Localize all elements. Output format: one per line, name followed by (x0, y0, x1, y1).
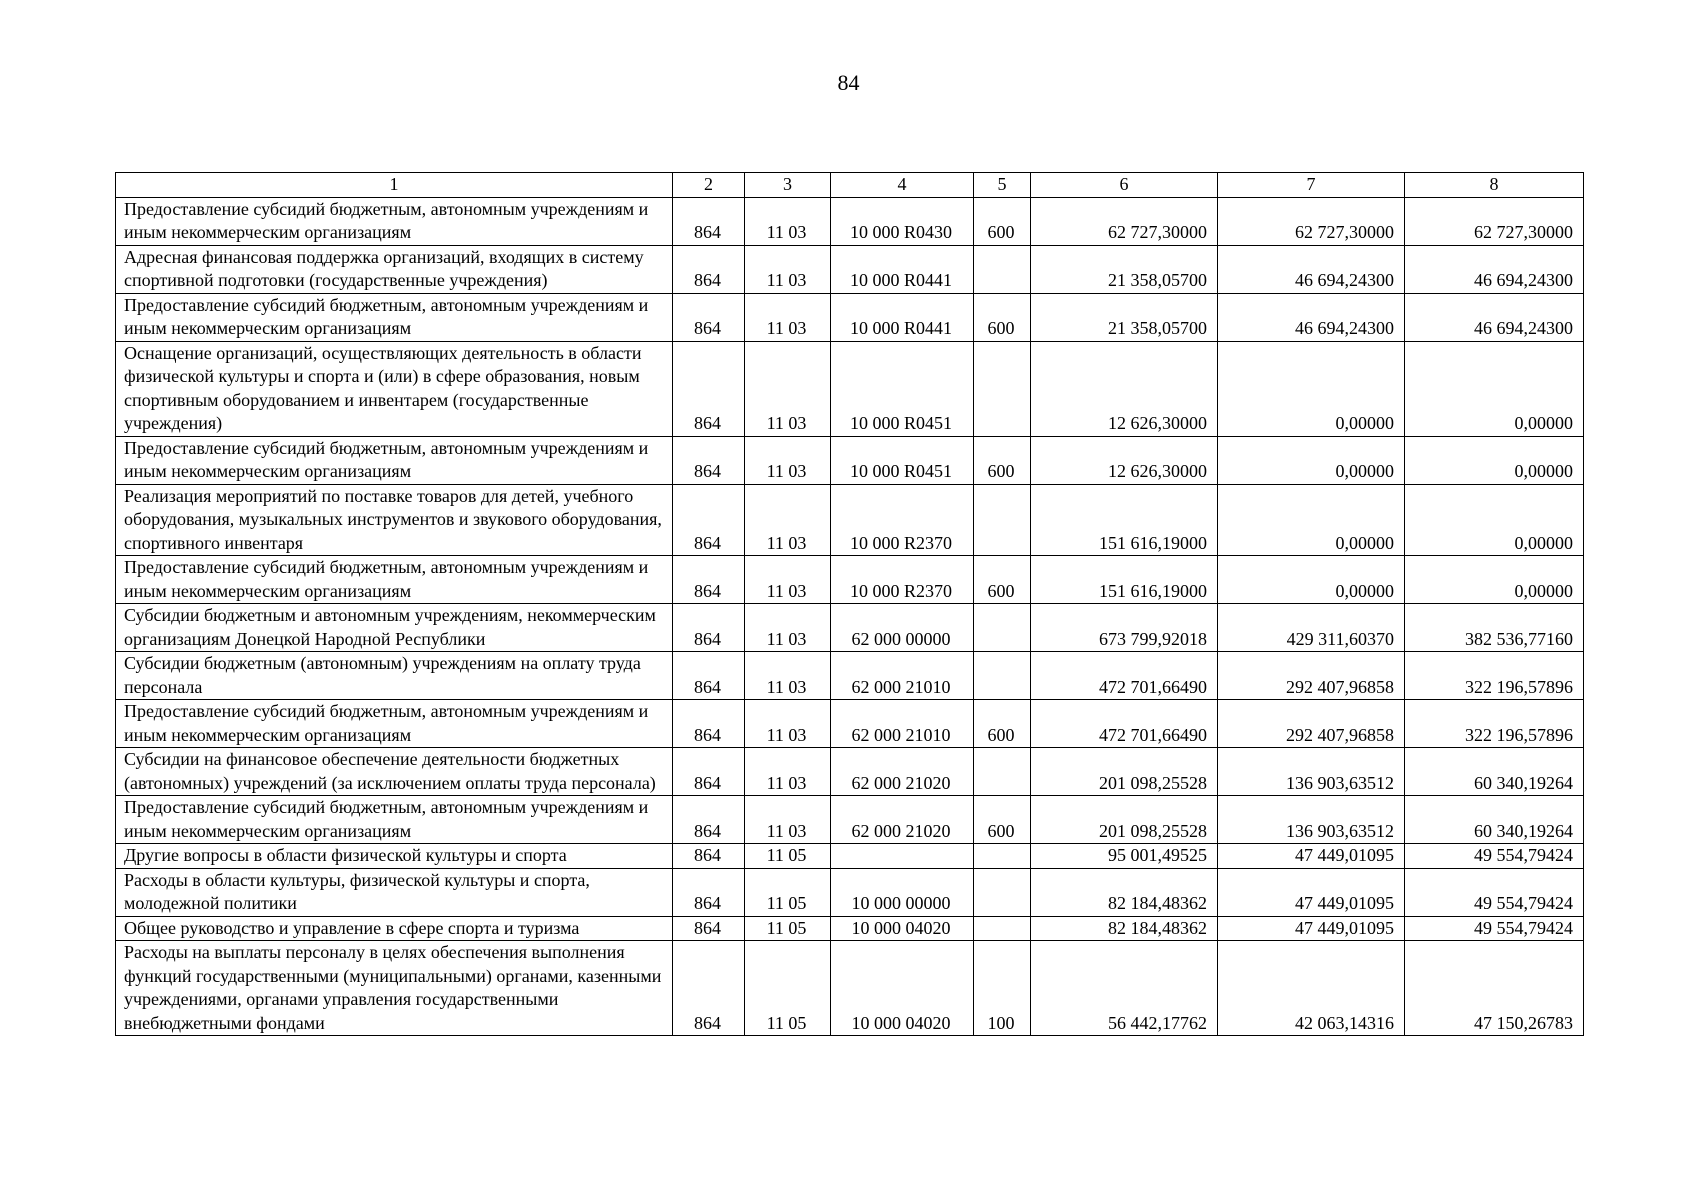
expense-name-cell: Реализация мероприятий по поставке товаров для детей, учебного оборудования, музыкальных инструментов и звукового оборудования, спортивного инвентаря (116, 484, 673, 556)
amount-col6-cell: 151 616,19000 (1031, 556, 1218, 604)
amount-col6-cell: 95 001,49525 (1031, 844, 1218, 869)
column-header: 2 (673, 173, 745, 198)
section-code-cell: 11 03 (745, 484, 831, 556)
amount-col7-cell: 0,00000 (1218, 341, 1405, 436)
amount-col6-cell: 12 626,30000 (1031, 436, 1218, 484)
amount-col8-cell: 0,00000 (1405, 436, 1584, 484)
expense-name-cell: Предоставление субсидий бюджетным, автономным учреждениям и иным некоммерческим организациям (116, 700, 673, 748)
ministry-code-cell: 864 (673, 652, 745, 700)
ministry-code-cell: 864 (673, 293, 745, 341)
column-number-row (116, 173, 1584, 198)
ministry-code-cell: 864 (673, 941, 745, 1036)
target-article-cell: 62 000 00000 (831, 604, 974, 652)
expense-name-cell: Расходы в области культуры, физической культуры и спорта, молодежной политики (116, 868, 673, 916)
amount-col6-cell: 21 358,05700 (1031, 245, 1218, 293)
target-article-cell: 10 000 R0441 (831, 245, 974, 293)
ministry-code-cell: 864 (673, 868, 745, 916)
amount-col6-cell: 673 799,92018 (1031, 604, 1218, 652)
amount-col7-cell: 47 449,01095 (1218, 916, 1405, 941)
table-row (116, 652, 1584, 700)
amount-col8-cell: 47 150,26783 (1405, 941, 1584, 1036)
column-header: 3 (745, 173, 831, 198)
expense-type-cell (974, 652, 1031, 700)
amount-col8-cell: 62 727,30000 (1405, 197, 1584, 245)
target-article-cell: 62 000 21020 (831, 748, 974, 796)
expense-type-cell: 600 (974, 556, 1031, 604)
target-article-cell: 10 000 04020 (831, 916, 974, 941)
amount-col7-cell: 292 407,96858 (1218, 652, 1405, 700)
expense-name-cell: Предоставление субсидий бюджетным, автономным учреждениям и иным некоммерческим организациям (116, 556, 673, 604)
table-row (116, 245, 1584, 293)
table-row (116, 484, 1584, 556)
expense-type-cell (974, 868, 1031, 916)
expense-type-cell: 600 (974, 197, 1031, 245)
target-article-cell: 10 000 R0430 (831, 197, 974, 245)
table-row (116, 436, 1584, 484)
column-header: 8 (1405, 173, 1584, 198)
table-row (116, 197, 1584, 245)
ministry-code-cell: 864 (673, 604, 745, 652)
amount-col6-cell: 201 098,25528 (1031, 796, 1218, 844)
expense-type-cell (974, 604, 1031, 652)
target-article-cell: 62 000 21020 (831, 796, 974, 844)
expense-name-cell: Субсидии бюджетным и автономным учреждениям, некоммерческим организациям Донецкой Народной Республики (116, 604, 673, 652)
section-code-cell: 11 05 (745, 868, 831, 916)
amount-col7-cell: 47 449,01095 (1218, 868, 1405, 916)
expense-type-cell: 600 (974, 796, 1031, 844)
amount-col8-cell: 382 536,77160 (1405, 604, 1584, 652)
budget-table (115, 172, 1584, 1036)
expense-name-cell: Адресная финансовая поддержка организаций, входящих в систему спортивной подготовки (государственные учреждения) (116, 245, 673, 293)
expense-type-cell (974, 245, 1031, 293)
table-row (116, 941, 1584, 1036)
amount-col8-cell: 322 196,57896 (1405, 652, 1584, 700)
target-article-cell: 62 000 21010 (831, 700, 974, 748)
column-header: 5 (974, 173, 1031, 198)
amount-col6-cell: 472 701,66490 (1031, 700, 1218, 748)
section-code-cell: 11 03 (745, 245, 831, 293)
target-article-cell: 62 000 21010 (831, 652, 974, 700)
column-header: 6 (1031, 173, 1218, 198)
table-body (116, 197, 1584, 1036)
amount-col8-cell: 60 340,19264 (1405, 748, 1584, 796)
amount-col7-cell: 0,00000 (1218, 556, 1405, 604)
section-code-cell: 11 03 (745, 700, 831, 748)
amount-col6-cell: 151 616,19000 (1031, 484, 1218, 556)
ministry-code-cell: 864 (673, 916, 745, 941)
amount-col7-cell: 46 694,24300 (1218, 245, 1405, 293)
expense-type-cell (974, 916, 1031, 941)
ministry-code-cell: 864 (673, 748, 745, 796)
section-code-cell: 11 03 (745, 341, 831, 436)
section-code-cell: 11 03 (745, 748, 831, 796)
table-row (116, 293, 1584, 341)
expense-type-cell (974, 341, 1031, 436)
amount-col6-cell: 82 184,48362 (1031, 916, 1218, 941)
amount-col8-cell: 49 554,79424 (1405, 868, 1584, 916)
ministry-code-cell: 864 (673, 197, 745, 245)
section-code-cell: 11 03 (745, 556, 831, 604)
section-code-cell: 11 03 (745, 436, 831, 484)
table-row (116, 868, 1584, 916)
expense-type-cell: 100 (974, 941, 1031, 1036)
column-header: 7 (1218, 173, 1405, 198)
column-header: 1 (116, 173, 673, 198)
amount-col6-cell: 82 184,48362 (1031, 868, 1218, 916)
amount-col8-cell: 46 694,24300 (1405, 293, 1584, 341)
target-article-cell: 10 000 R0451 (831, 436, 974, 484)
amount-col8-cell: 49 554,79424 (1405, 916, 1584, 941)
expense-type-cell (974, 748, 1031, 796)
target-article-cell: 10 000 R2370 (831, 484, 974, 556)
expense-name-cell: Другие вопросы в области физической культуры и спорта (116, 844, 673, 869)
amount-col7-cell: 62 727,30000 (1218, 197, 1405, 245)
amount-col7-cell: 42 063,14316 (1218, 941, 1405, 1036)
amount-col7-cell: 46 694,24300 (1218, 293, 1405, 341)
expense-type-cell: 600 (974, 436, 1031, 484)
amount-col8-cell: 0,00000 (1405, 484, 1584, 556)
amount-col6-cell: 62 727,30000 (1031, 197, 1218, 245)
table-row (116, 844, 1584, 869)
amount-col8-cell: 49 554,79424 (1405, 844, 1584, 869)
amount-col8-cell: 0,00000 (1405, 341, 1584, 436)
amount-col8-cell: 0,00000 (1405, 556, 1584, 604)
section-code-cell: 11 03 (745, 197, 831, 245)
page-number: 84 (837, 70, 860, 95)
amount-col6-cell: 56 442,17762 (1031, 941, 1218, 1036)
expense-name-cell: Оснащение организаций, осуществляющих деятельность в области физической культуры и спорта и (или) в сфере образования, новым спортивным оборудованием и инвентарем (государственные учреждения) (116, 341, 673, 436)
section-code-cell: 11 03 (745, 604, 831, 652)
target-article-cell: 10 000 R2370 (831, 556, 974, 604)
section-code-cell: 11 05 (745, 941, 831, 1036)
amount-col8-cell: 46 694,24300 (1405, 245, 1584, 293)
table-row (116, 916, 1584, 941)
target-article-cell (831, 844, 974, 869)
table-row (116, 604, 1584, 652)
expense-name-cell: Субсидии бюджетным (автономным) учреждениям на оплату труда персонала (116, 652, 673, 700)
ministry-code-cell: 864 (673, 700, 745, 748)
section-code-cell: 11 03 (745, 796, 831, 844)
amount-col6-cell: 21 358,05700 (1031, 293, 1218, 341)
target-article-cell: 10 000 00000 (831, 868, 974, 916)
section-code-cell: 11 05 (745, 844, 831, 869)
table-row (116, 341, 1584, 436)
ministry-code-cell: 864 (673, 556, 745, 604)
amount-col6-cell: 12 626,30000 (1031, 341, 1218, 436)
target-article-cell: 10 000 R0451 (831, 341, 974, 436)
expense-type-cell: 600 (974, 293, 1031, 341)
expense-name-cell: Предоставление субсидий бюджетным, автономным учреждениям и иным некоммерческим организациям (116, 796, 673, 844)
target-article-cell: 10 000 04020 (831, 941, 974, 1036)
ministry-code-cell: 864 (673, 341, 745, 436)
amount-col8-cell: 60 340,19264 (1405, 796, 1584, 844)
table-row (116, 796, 1584, 844)
expense-type-cell: 600 (974, 700, 1031, 748)
table-row (116, 748, 1584, 796)
amount-col7-cell: 292 407,96858 (1218, 700, 1405, 748)
amount-col7-cell: 429 311,60370 (1218, 604, 1405, 652)
section-code-cell: 11 03 (745, 293, 831, 341)
ministry-code-cell: 864 (673, 484, 745, 556)
amount-col7-cell: 0,00000 (1218, 436, 1405, 484)
table-row (116, 556, 1584, 604)
ministry-code-cell: 864 (673, 796, 745, 844)
expense-name-cell: Общее руководство и управление в сфере спорта и туризма (116, 916, 673, 941)
expense-type-cell (974, 484, 1031, 556)
ministry-code-cell: 864 (673, 436, 745, 484)
expense-name-cell: Предоставление субсидий бюджетным, автономным учреждениям и иным некоммерческим организациям (116, 197, 673, 245)
amount-col7-cell: 0,00000 (1218, 484, 1405, 556)
column-header: 4 (831, 173, 974, 198)
amount-col7-cell: 47 449,01095 (1218, 844, 1405, 869)
expense-name-cell: Предоставление субсидий бюджетным, автономным учреждениям и иным некоммерческим организациям (116, 436, 673, 484)
amount-col7-cell: 136 903,63512 (1218, 748, 1405, 796)
section-code-cell: 11 05 (745, 916, 831, 941)
expense-type-cell (974, 844, 1031, 869)
amount-col8-cell: 322 196,57896 (1405, 700, 1584, 748)
target-article-cell: 10 000 R0441 (831, 293, 974, 341)
expense-name-cell: Расходы на выплаты персоналу в целях обеспечения выполнения функций государственными (муниципальными) органами, казенными учреждениями, органами управления государственными внебюджетными фондами (116, 941, 673, 1036)
table-row (116, 700, 1584, 748)
expense-name-cell: Субсидии на финансовое обеспечение деятельности бюджетных (автономных) учреждений (за исключением оплаты труда персонала) (116, 748, 673, 796)
section-code-cell: 11 03 (745, 652, 831, 700)
amount-col6-cell: 201 098,25528 (1031, 748, 1218, 796)
ministry-code-cell: 864 (673, 245, 745, 293)
amount-col7-cell: 136 903,63512 (1218, 796, 1405, 844)
amount-col6-cell: 472 701,66490 (1031, 652, 1218, 700)
ministry-code-cell: 864 (673, 844, 745, 869)
expense-name-cell: Предоставление субсидий бюджетным, автономным учреждениям и иным некоммерческим организациям (116, 293, 673, 341)
